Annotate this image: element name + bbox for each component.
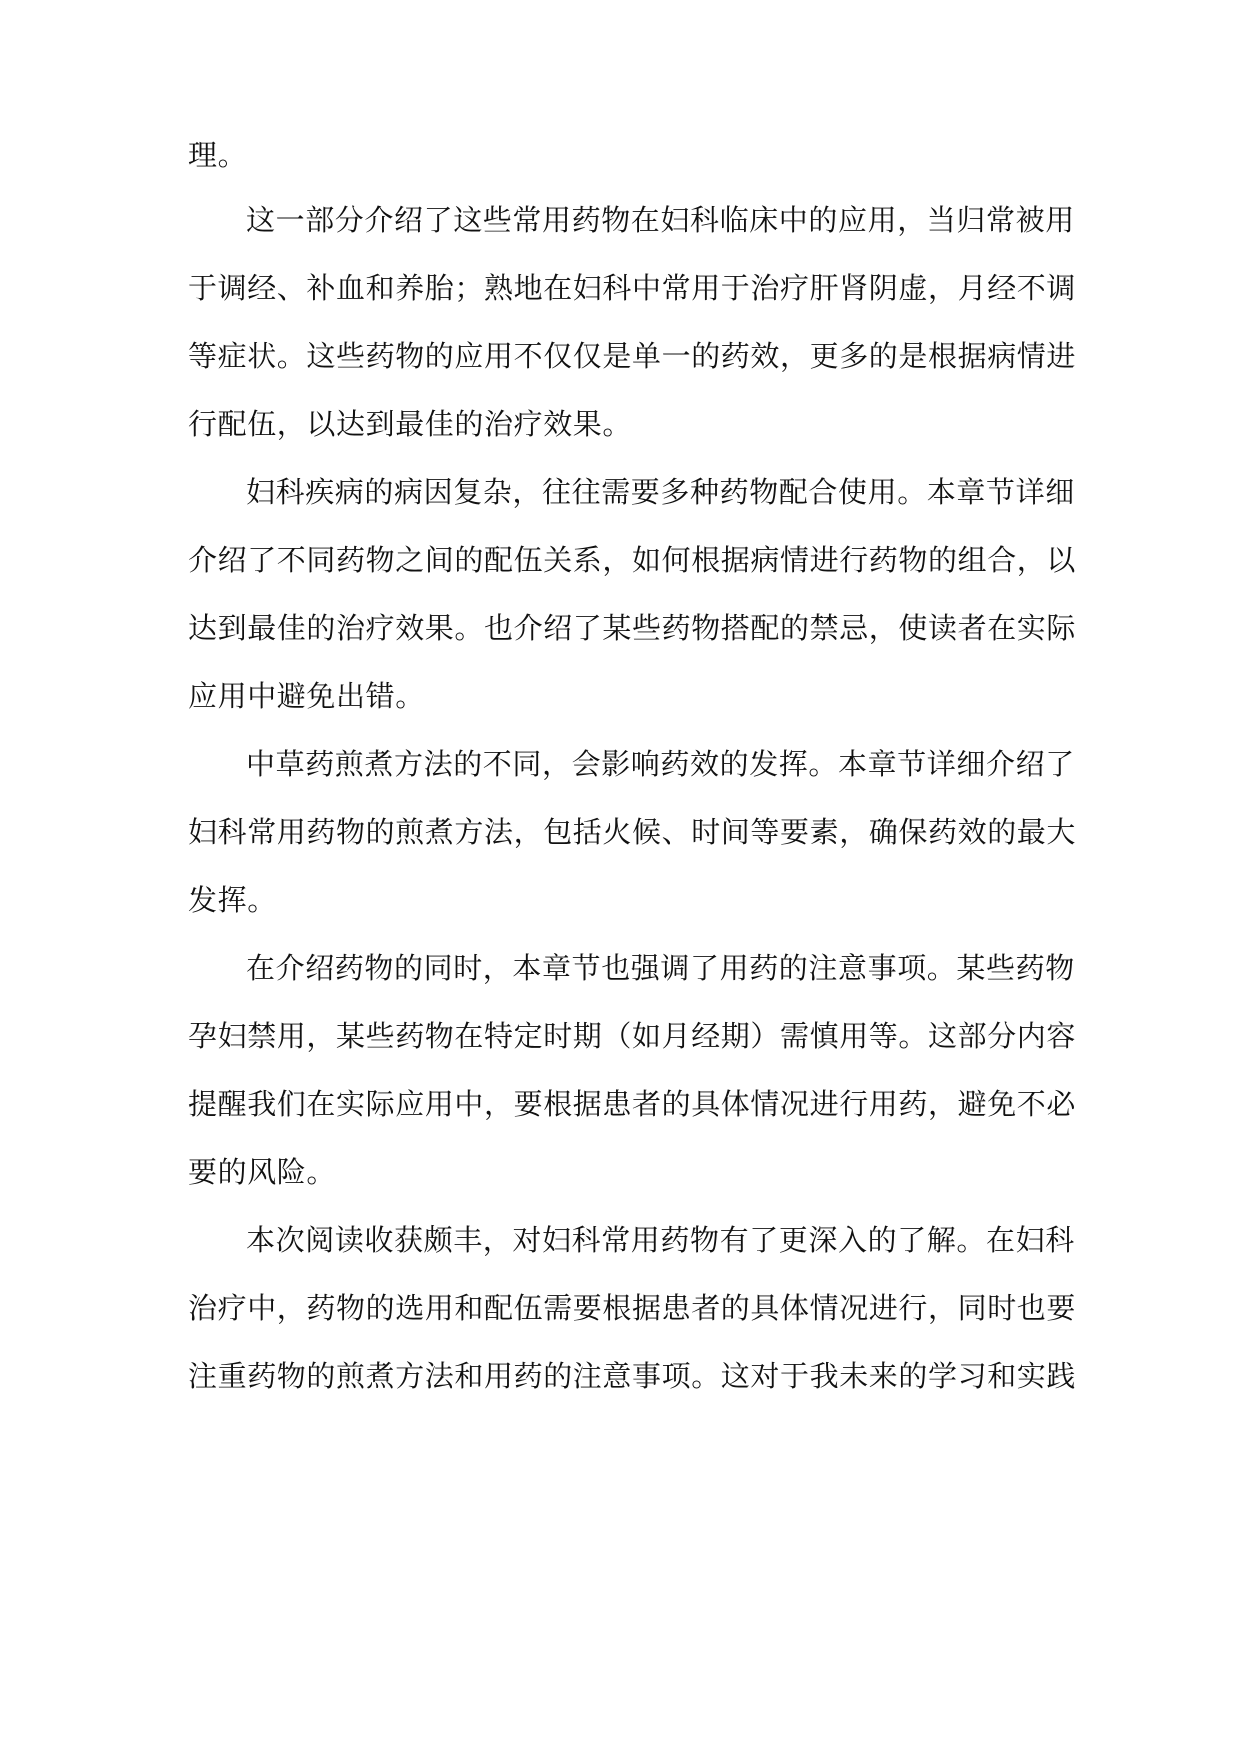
paragraph-start-line: 中草药煎煮方法的不同，会影响药效的发挥。本章节详细介绍了 (246, 747, 1075, 781)
text-line: 行配伍，以达到最佳的治疗效果。 (188, 407, 633, 441)
text-line: 治疗中，药物的选用和配伍需要根据患者的具体情况进行，同时也要 (188, 1291, 1077, 1325)
text-line: 发挥。 (188, 883, 277, 917)
paragraph-start-line: 在介绍药物的同时，本章节也强调了用药的注意事项。某些药物 (246, 951, 1075, 985)
text-line: 达到最佳的治疗效果。也介绍了某些药物搭配的禁忌，使读者在实际 (188, 611, 1077, 645)
text-line: 妇科常用药物的煎煮方法，包括火候、时间等要素，确保药效的最大 (188, 815, 1077, 849)
text-line: 理。 (188, 138, 248, 172)
text-line: 注重药物的煎煮方法和用药的注意事项。这对于我未来的学习和实践 (188, 1359, 1077, 1393)
text-line: 要的风险。 (188, 1155, 337, 1189)
text-line: 应用中避免出错。 (188, 679, 425, 713)
text-line: 孕妇禁用，某些药物在特定时期（如月经期）需慎用等。这部分内容 (188, 1019, 1077, 1053)
text-line: 介绍了不同药物之间的配伍关系，如何根据病情进行药物的组合，以 (188, 543, 1077, 577)
text-line: 于调经、补血和养胎；熟地在妇科中常用于治疗肝肾阴虚，月经不调 (188, 271, 1077, 305)
paragraph-start-line: 妇科疾病的病因复杂，往往需要多种药物配合使用。本章节详细 (246, 475, 1075, 509)
text-line: 提醒我们在实际应用中，要根据患者的具体情况进行用药，避免不必 (188, 1087, 1077, 1121)
paragraph-start-line: 本次阅读收获颇丰，对妇科常用药物有了更深入的了解。在妇科 (246, 1223, 1075, 1257)
paragraph-start-line: 这一部分介绍了这些常用药物在妇科临床中的应用，当归常被用 (246, 203, 1075, 237)
text-line: 等症状。这些药物的应用不仅仅是单一的药效，更多的是根据病情进 (188, 339, 1077, 373)
